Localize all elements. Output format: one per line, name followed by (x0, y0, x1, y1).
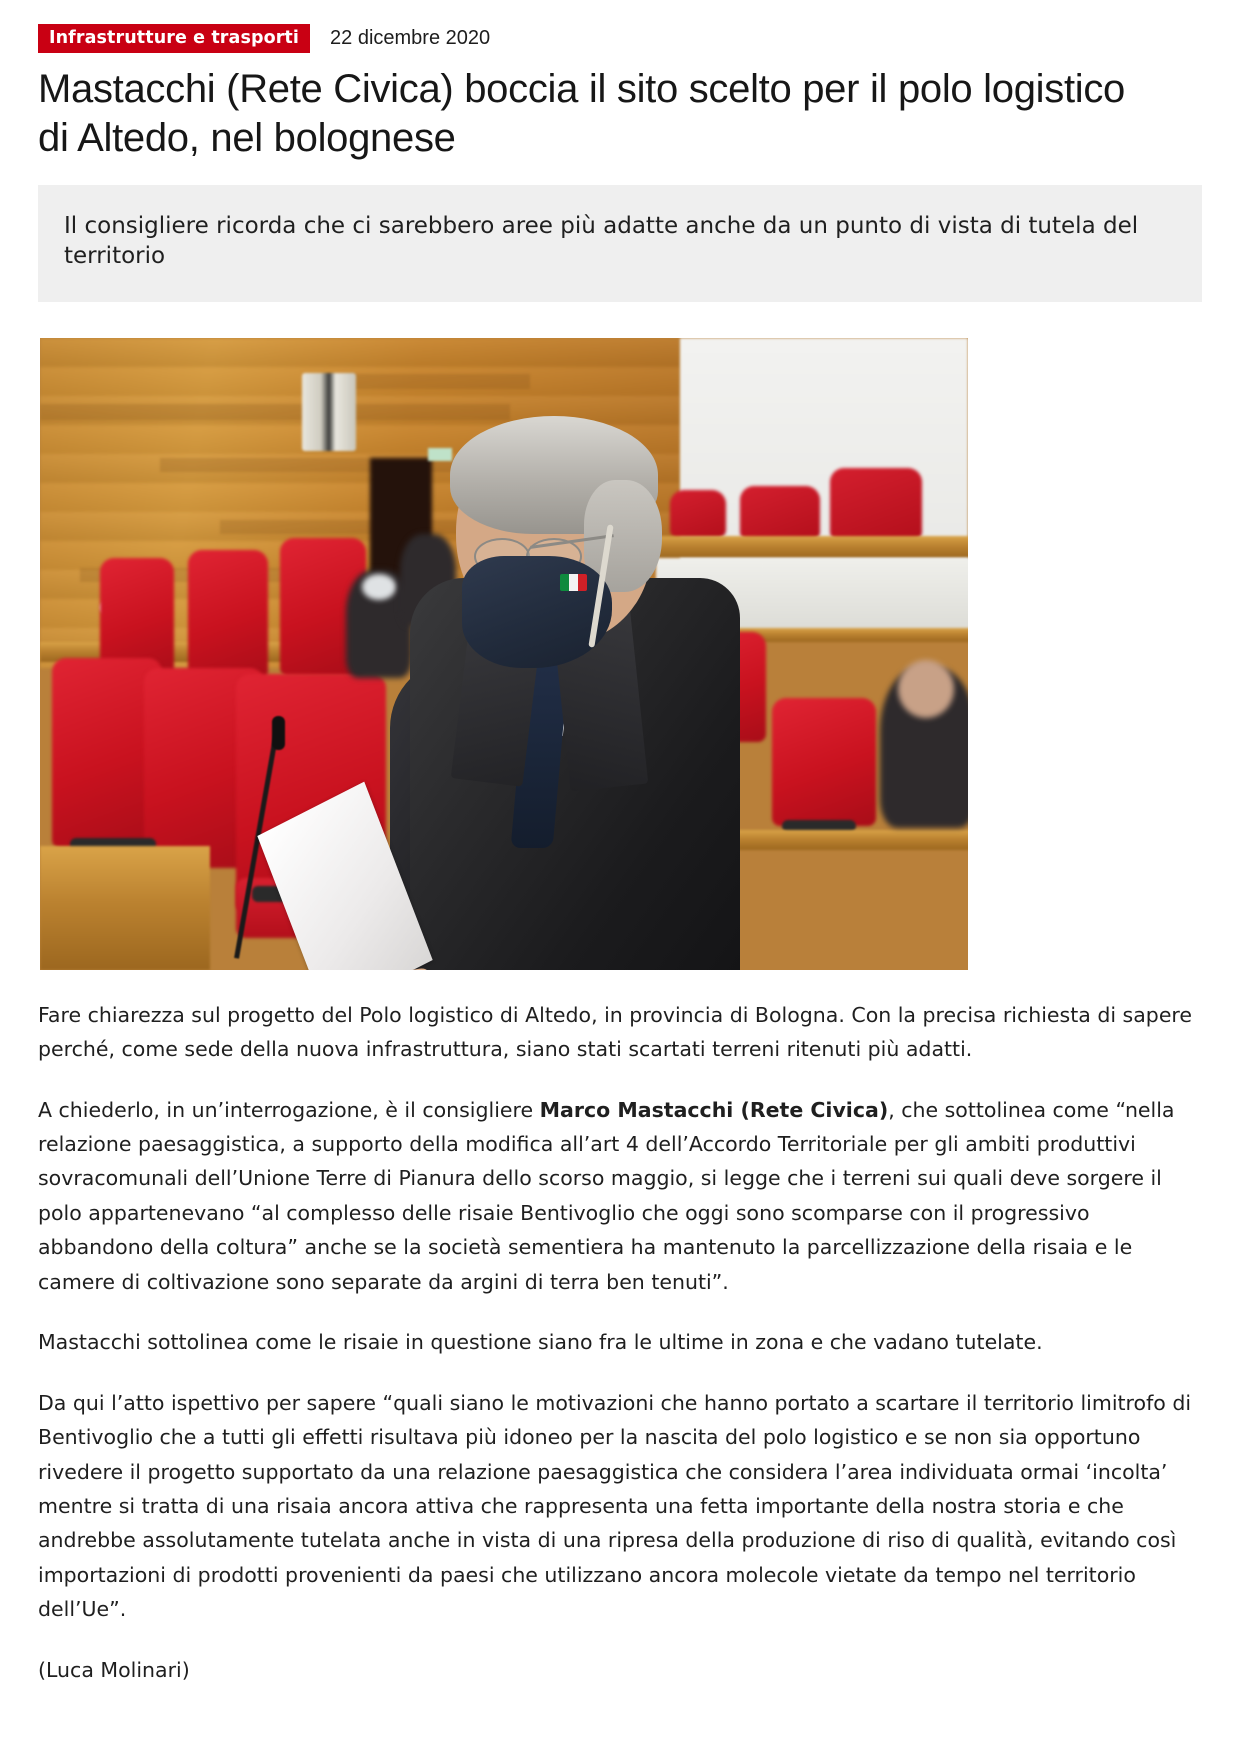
category-badge[interactable]: Infrastrutture e trasporti (38, 24, 310, 53)
article-paragraph-3: Mastacchi sottolinea come le risaie in questione siano fra le ultime in zona e che vadano tutelate. (38, 1330, 1043, 1355)
publication-date: 22 dicembre 2020 (330, 27, 491, 50)
paragraph-2-tail: , che sottolinea come “nella relazione paesaggistica, a supporto della modifica all’art 4 dell’Accordo Territoriale per gli ambiti produttivi sovracomunali dell’Unione Terre di Pianura dello scorso maggio, si legge che i terreni sui quali deve sorgere il polo appartenevano “al complesso delle risaie Bentivoglio che oggi sono scomparse con il progressivo abbandono della coltura” anche se la società sementiera ha mantenuto la parcellizzazione della risaia e le camere di coltivazione sono separate da argini di terra ben tenuti”. (38, 1097, 1175, 1294)
photo-scene (40, 338, 968, 970)
article-byline: (Luca Molinari) (38, 1657, 190, 1682)
photo-overlay (40, 338, 968, 970)
consigliere-name: Marco Mastacchi (Rete Civica) (539, 1097, 889, 1122)
article-paragraph-2 (38, 1093, 1202, 1300)
article-body (38, 998, 1202, 1687)
article-paragraph-4: Da qui l’atto ispettivo per sapere “quali siano le motivazioni che hanno portato a scartare il territorio limitrofo di Bentivoglio che a tutti gli effetti risultava più idoneo per la nascita del polo logistico e se non sia opportuno rivedere il progetto supportato da una relazione paesaggistica che considera l’area individuata ormai ‘incolta’ mentre si tratta di una risaia ancora attiva che rappresenta una fetta importante della nostra storia e che andrebbe assolutamente tutelata anche in vista di una ripresa della produzione di riso di qualità, evitando così importazioni di prodotti provenienti da paesi che utilizzano ancora molecole vietate da tempo nel territorio dell’Ue”. (38, 1390, 1192, 1622)
standfirst-box (38, 185, 1202, 302)
article-meta-row (0, 0, 1240, 53)
paragraph-2-lead: A chiederlo, in un’interrogazione, è il consigliere (38, 1097, 540, 1122)
page-title: Mastacchi (Rete Civica) boccia il sito scelto per il polo logistico di Altedo, nel bolognese (38, 67, 1125, 161)
article-photo (40, 338, 968, 970)
article-paragraph-1: Fare chiarezza sul progetto del Polo logistico di Altedo, in provincia di Bologna. Con la precisa richiesta di sapere perché, come sede della nuova infrastruttura, siano stati scartati terreni ritenuti più adatti. (38, 1002, 1193, 1062)
standfirst-text: Il consigliere ricorda che ci sarebbero aree più adatte anche da un punto di vista di tutela del territorio (64, 212, 1139, 270)
